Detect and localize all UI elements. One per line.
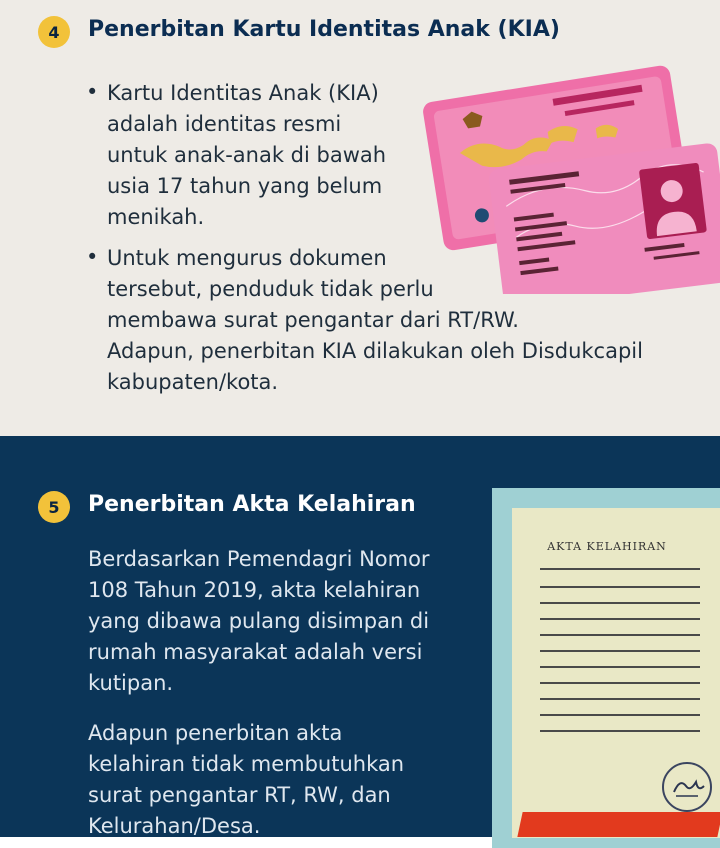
akta-text-line: Berdasarkan Pemendagri Nomor bbox=[88, 547, 430, 571]
akta-text-line: kutipan. bbox=[88, 671, 174, 695]
birth-certificate-illustration bbox=[492, 488, 720, 848]
kia-text-line: tersebut, penduduk tidak perlu bbox=[107, 277, 434, 301]
signature-seal-icon bbox=[662, 762, 712, 812]
kia-text-line: kabupaten/kota. bbox=[107, 370, 279, 394]
kia-text-line: menikah. bbox=[107, 205, 205, 229]
kia-cards-illustration bbox=[418, 44, 720, 294]
certificate-line bbox=[540, 650, 700, 652]
certificate-line bbox=[540, 714, 700, 716]
certificate-line bbox=[540, 586, 700, 588]
kia-text-line: Kartu Identitas Anak (KIA) bbox=[107, 81, 379, 105]
kia-text-line: Untuk mengurus dokumen bbox=[107, 246, 387, 270]
akta-text-line: 108 Tahun 2019, akta kelahiran bbox=[88, 578, 421, 602]
kia-text-line: membawa surat pengantar dari RT/RW. bbox=[107, 308, 519, 332]
section-title-kia: Penerbitan Kartu Identitas Anak (KIA) bbox=[88, 17, 560, 42]
akta-text-line: surat pengantar RT, RW, dan bbox=[88, 783, 391, 807]
red-brush-mark bbox=[517, 812, 720, 837]
akta-text-line: yang dibawa pulang disimpan di bbox=[88, 609, 430, 633]
certificate-line bbox=[540, 682, 700, 684]
certificate-line bbox=[540, 634, 700, 636]
certificate-line bbox=[540, 698, 700, 700]
step-badge-4: 4 bbox=[38, 16, 70, 48]
akta-text-line: kelahiran tidak membutuhkan bbox=[88, 752, 405, 776]
certificate-line bbox=[540, 618, 700, 620]
certificate-title: AKTA KELAHIRAN bbox=[547, 540, 667, 553]
akta-text-line: rumah masyarakat adalah versi bbox=[88, 640, 423, 664]
certificate-line bbox=[540, 666, 700, 668]
section-title-akta: Penerbitan Akta Kelahiran bbox=[88, 492, 416, 517]
kia-text-line: usia 17 tahun yang belum bbox=[107, 174, 383, 198]
kia-text-line: adalah identitas resmi bbox=[107, 112, 342, 136]
certificate-line bbox=[540, 568, 700, 570]
kia-text-line: Adapun, penerbitan KIA dilakukan oleh Disdukcapil bbox=[107, 339, 643, 363]
step-badge-5: 5 bbox=[38, 491, 70, 523]
akta-text-line: Adapun penerbitan akta bbox=[88, 721, 343, 745]
bullet-dot: • bbox=[86, 245, 99, 269]
certificate-paper bbox=[512, 508, 720, 838]
certificate-line bbox=[540, 730, 700, 732]
kia-text-line: untuk anak-anak di bawah bbox=[107, 143, 387, 167]
bullet-dot: • bbox=[86, 80, 99, 104]
certificate-line bbox=[540, 602, 700, 604]
akta-text-line: Kelurahan/Desa. bbox=[88, 814, 261, 838]
